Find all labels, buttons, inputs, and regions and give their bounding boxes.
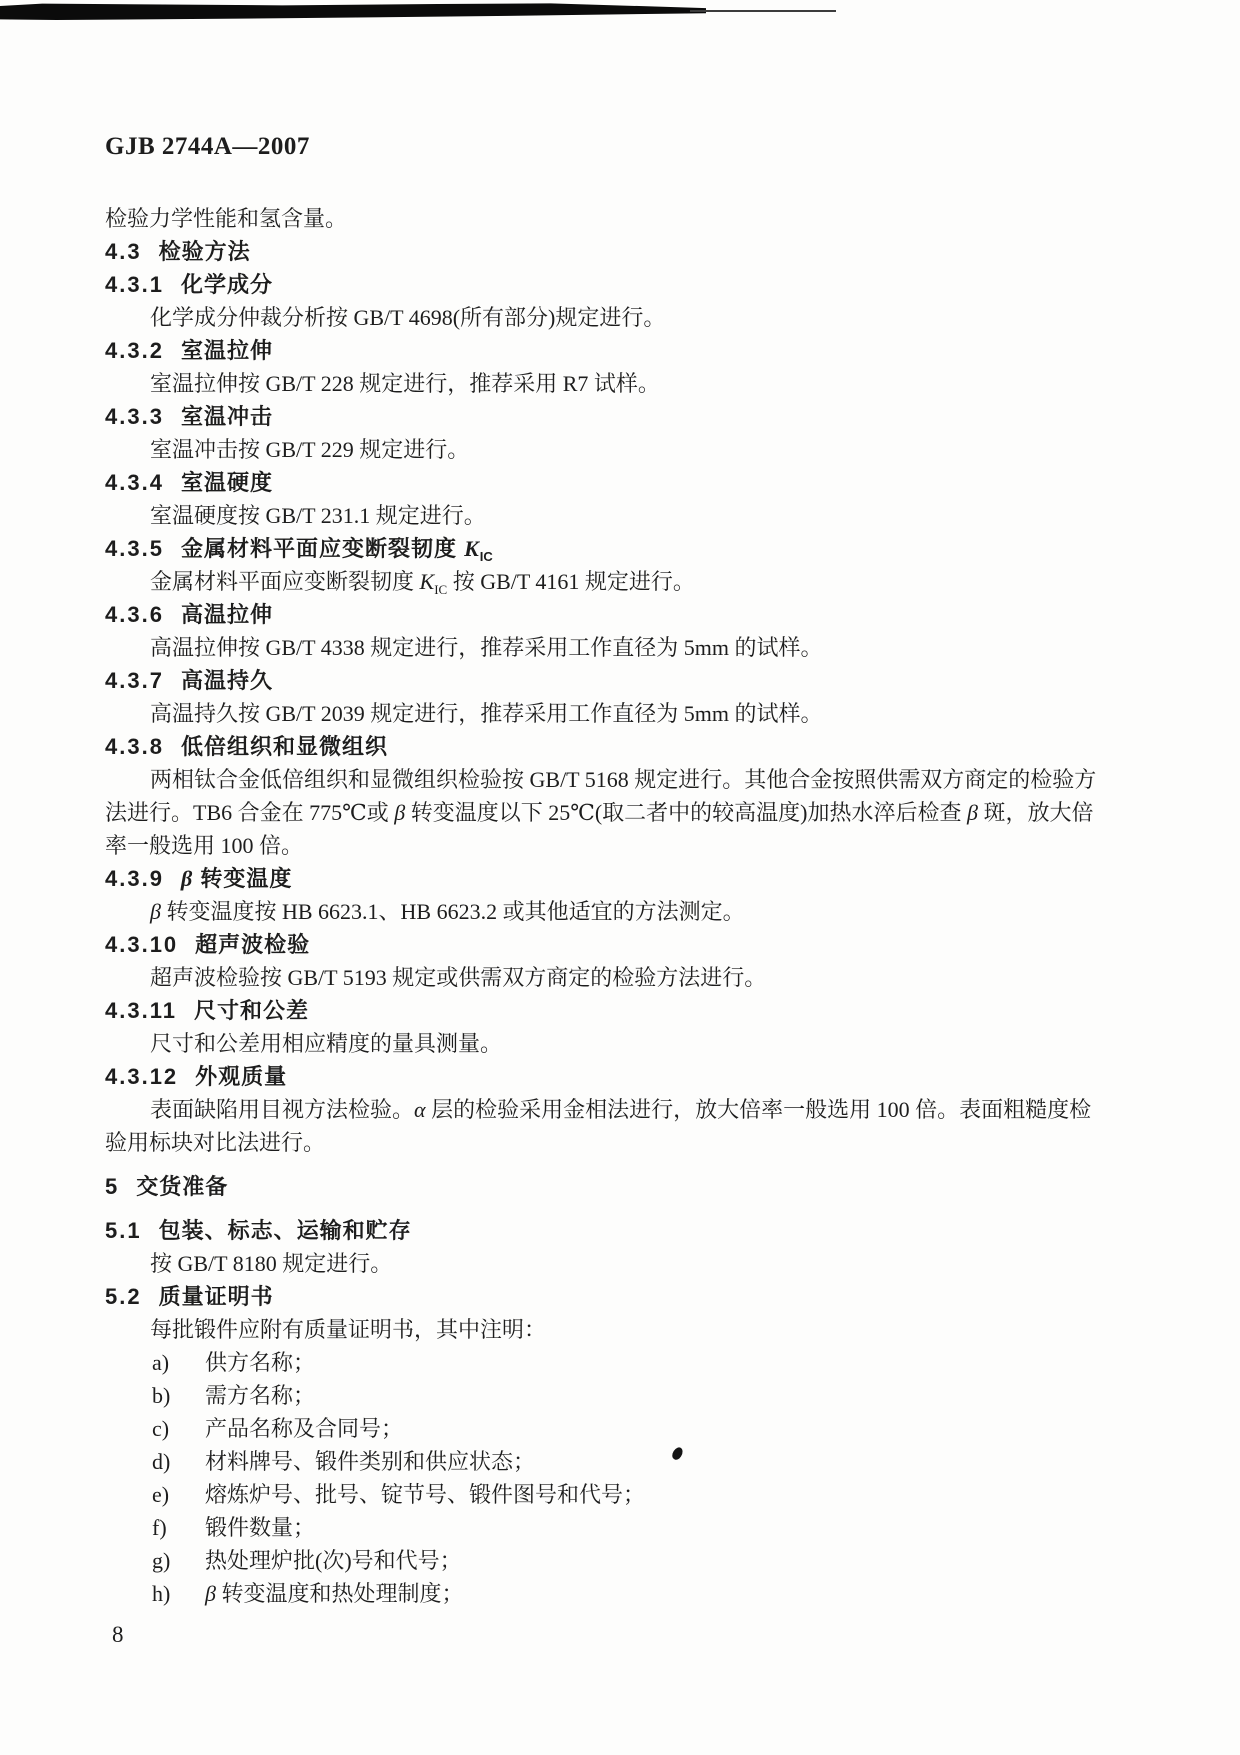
section-heading (105, 928, 1167, 961)
text-line: β 转变温度按 HB 6623.1、HB 6623.2 或其他适宜的方法测定。 (150, 899, 745, 924)
section-number: 4.3.3 (105, 404, 164, 429)
section-title: 质量证明书 (158, 1284, 274, 1309)
section-number: 4.3.10 (105, 932, 179, 957)
text-line: 室温拉伸按 GB/T 228 规定进行，推荐采用 R7 试样。 (150, 371, 660, 396)
text-line: 化学成分仲裁分析按 GB/T 4698(所有部分)规定进行。 (150, 305, 666, 330)
section-number: 4.3.7 (105, 668, 164, 693)
text-line: 尺寸和公差用相应精度的量具测量。 (150, 1031, 503, 1056)
document-content (105, 132, 1167, 1610)
text-line: 室温硬度按 GB/T 231.1 规定进行。 (150, 503, 486, 528)
section-heading (105, 730, 1167, 763)
list-item (105, 1544, 1167, 1577)
text-line: 金属材料平面应变断裂韧度 $K_{IC}$ 按 GB/T 4161 规定进行。 (150, 569, 695, 597)
section-title: 室温拉伸 (180, 338, 273, 363)
list-item (105, 1346, 1167, 1379)
list-item-label: c) (152, 1416, 170, 1441)
list-item (105, 1445, 1167, 1478)
section-number: 4.3.5 (105, 536, 164, 561)
text-line: 超声波检验按 GB/T 5193 规定或供需双方商定的检验方法进行。 (150, 965, 767, 990)
text-line: 验用标块对比法进行。 (105, 1130, 326, 1155)
text-line: 表面缺陷用目视方法检验。α 层的检验采用金相法进行，放大倍率一般选用 100 倍。表面粗糙度检 (150, 1097, 1092, 1122)
list-item-text: 锻件数量； (205, 1515, 316, 1540)
text-line: 两相钛合金低倍组织和显微组织检验按 GB/T 5168 规定进行。其他合金按照供需双方商定的检验方 (150, 767, 1097, 792)
section-title: 室温硬度 (180, 470, 273, 495)
section-number: 5.2 (105, 1284, 142, 1309)
list-item-label: f) (152, 1515, 167, 1540)
list-item-label: d) (152, 1449, 171, 1474)
text-line: 每批锻件应附有质量证明书，其中注明： (150, 1317, 547, 1342)
section-number: 4.3.8 (105, 734, 164, 759)
list-item-label: e) (152, 1482, 170, 1507)
section-heading (105, 1214, 1167, 1247)
section-title: 室温冲击 (180, 404, 273, 429)
section-heading (105, 1060, 1167, 1093)
text-line: 法进行。TB6 合金在 775℃或 β 转变温度以下 25℃(取二者中的较高温度)加热水淬后检查 β 斑，放大倍 (105, 800, 1094, 825)
text-line: 室温冲击按 GB/T 229 规定进行。 (150, 437, 470, 462)
section-heading (105, 1170, 1167, 1203)
list-item-label: h) (152, 1581, 171, 1606)
section-title: 化学成分 (180, 272, 273, 297)
section-title: 高温持久 (180, 668, 273, 693)
section-heading (105, 1280, 1167, 1313)
section-heading (105, 400, 1167, 433)
section-number: 4.3.2 (105, 338, 164, 363)
section-heading (105, 268, 1167, 301)
text-line: 高温拉伸按 GB/T 4338 规定进行，推荐采用工作直径为 5mm 的试样。 (150, 635, 823, 660)
section-heading (105, 862, 1167, 895)
text-line: 高温持久按 GB/T 2039 规定进行，推荐采用工作直径为 5mm 的试样。 (150, 701, 823, 726)
list-item-label: b) (152, 1383, 171, 1408)
section-number: 5 (105, 1174, 120, 1199)
section-number: 4.3 (105, 239, 142, 264)
section-number: 5.1 (105, 1218, 142, 1243)
section-heading (105, 664, 1167, 697)
list-item-text: 产品名称及合同号； (205, 1416, 404, 1441)
list-item-text: 热处理炉批(次)号和代号； (205, 1548, 462, 1573)
list-item-text: 材料牌号、锻件类别和供应状态； (205, 1449, 536, 1474)
scan-artifact-line (690, 10, 836, 12)
section-heading (105, 598, 1167, 631)
section-number: 4.3.12 (105, 1064, 179, 1089)
section-title: 金属材料平面应变断裂韧度 $K_{IC}$ (180, 536, 493, 564)
section-title: 交货准备 (136, 1174, 229, 1199)
scan-artifact-bar (0, 3, 706, 20)
list-item-label: a) (152, 1350, 170, 1375)
section-title: 低倍组织和显微组织 (180, 734, 388, 759)
section-title: β 转变温度 (180, 866, 293, 891)
section-heading (105, 334, 1167, 367)
text-line: 按 GB/T 8180 规定进行。 (150, 1251, 393, 1276)
list-item-text: β 转变温度和热处理制度； (205, 1581, 464, 1606)
section-number: 4.3.9 (105, 866, 164, 891)
section-number: 4.3.4 (105, 470, 164, 495)
section-number: 4.3.6 (105, 602, 164, 627)
section-title: 检验方法 (158, 239, 251, 264)
list-item-label: g) (152, 1548, 171, 1573)
section-title: 高温拉伸 (180, 602, 273, 627)
section-heading (105, 466, 1167, 499)
list-item-text: 需方名称； (205, 1383, 316, 1408)
standard-number: GJB 2744A—2007 (105, 133, 310, 160)
section-heading (105, 235, 1167, 268)
section-title: 超声波检验 (195, 932, 311, 957)
text-line: 检验力学性能和氢含量。 (105, 206, 348, 231)
section-heading (105, 994, 1167, 1027)
list-item (105, 1478, 1167, 1511)
list-item (105, 1412, 1167, 1445)
list-item (105, 1511, 1167, 1544)
section-title: 包装、标志、运输和贮存 (158, 1218, 412, 1243)
list-item-text: 熔炼炉号、批号、锭节号、锻件图号和代号； (205, 1482, 646, 1507)
section-title: 尺寸和公差 (193, 998, 309, 1023)
section-title: 外观质量 (195, 1064, 288, 1089)
page-number: 8 (112, 1622, 124, 1647)
text-line: 率一般选用 100 倍。 (105, 833, 304, 858)
list-item (105, 1379, 1167, 1412)
document-body (105, 202, 1167, 1610)
section-number: 4.3.1 (105, 272, 164, 297)
section-number: 4.3.11 (105, 998, 177, 1023)
list-item (105, 1577, 1167, 1610)
section-heading (105, 532, 1167, 565)
list-item-text: 供方名称； (205, 1350, 316, 1375)
